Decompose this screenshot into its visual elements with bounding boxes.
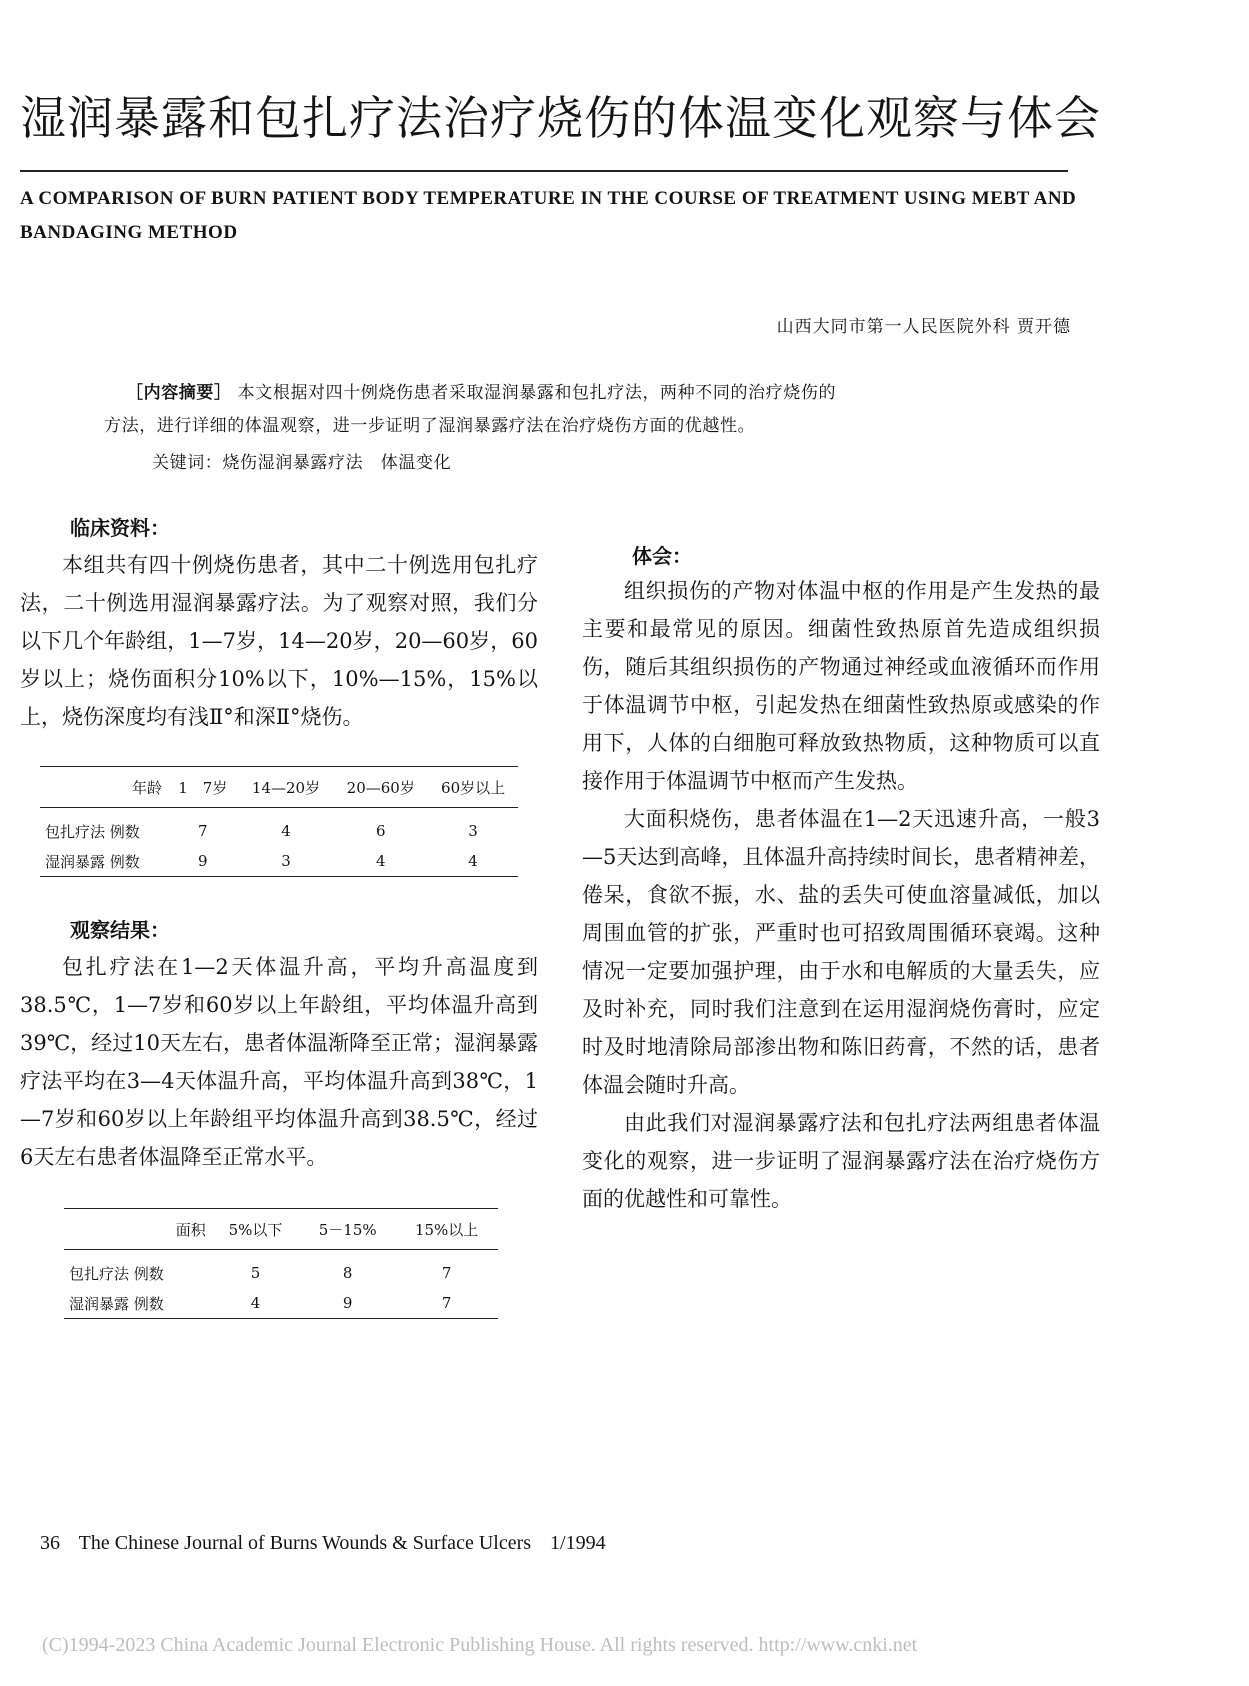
table-row (40, 808, 518, 847)
burn-area-table (64, 1208, 498, 1319)
table-header-cell: 1 7岁 (178, 778, 228, 797)
table-cell: 7 (441, 1294, 452, 1312)
table-cell: 3 (281, 852, 291, 870)
table-row (64, 1288, 498, 1319)
table-cell: 湿润暴露 例数 (69, 1294, 164, 1313)
table-header-cell: 15%以上 (414, 1220, 479, 1239)
experience-paragraph: 组织损伤的产物对体温中枢的作用是产生发热的最主要和最常见的原因。细菌性致热原首先造成组织损伤，随后其组织损伤的产物通过神经或血液循环而作用于体温调节中枢，引起发热在细菌性致热原或感染的作用下，人体的白细胞可释放致热物质，这种物质可以直接作用于体温调节中枢而产生发热。 (582, 579, 1100, 793)
abstract-line-1 (126, 378, 836, 403)
page-number: 36 (40, 1532, 60, 1554)
experience-paragraph: 由此我们对湿润暴露疗法和包扎疗法两组患者体温变化的观察，进一步证明了湿润暴露疗法在治疗烧伤方面的优越性和可靠性。 (582, 1111, 1100, 1211)
table-cell: 6 (376, 822, 386, 840)
table-cell: 包扎疗法 例数 (45, 822, 140, 841)
table-row (40, 846, 518, 877)
article-title: 湿润暴露和包扎疗法治疗烧伤的体温变化观察与体会 (20, 91, 1101, 145)
english-title: A COMPARISON OF BURN PATIENT BODY TEMPERATURE IN THE COURSE OF TREATMENT USING MEBT AND BANDAGING METHOD (20, 188, 1077, 243)
results-heading: 观察结果： (70, 918, 170, 942)
table-header-row (40, 767, 518, 808)
table-cell: 5 (250, 1264, 261, 1282)
table-header-cell: 14—20岁 (251, 778, 321, 797)
keywords: 关键词：烧伤湿润暴露疗法 体温变化 (152, 453, 452, 473)
table-cell: 7 (198, 822, 208, 840)
table-cell: 3 (468, 822, 478, 840)
abstract-label: ［内容摘要］ (126, 383, 232, 403)
table-cell: 7 (441, 1264, 452, 1282)
author-affiliation: 山西大同市第一人民医院外科 贾开德 (776, 317, 1071, 337)
page-footer (40, 1532, 620, 1555)
table-header-cell: 5－15% (318, 1220, 377, 1239)
table-cell: 8 (342, 1264, 353, 1282)
results-section (20, 948, 538, 1176)
table-cell: 9 (198, 852, 208, 870)
title-divider (20, 170, 1068, 172)
results-paragraph: 包扎疗法在1—2天体温升高，平均升高温度到38.5℃，1—7岁和60岁以上年龄组，平均体温升高到39℃，经过10天左右，患者体温渐降至正常；湿润暴露疗法平均在3—4天体温升高，平均体温升高到38℃，1—7岁和60岁以上年龄组平均体温升高到38.5℃，经过6天左右患者体温降至正常水平。 (20, 955, 538, 1169)
experience-section (582, 572, 1100, 1218)
table-header-row (64, 1209, 498, 1250)
table-header-cell: 20—60岁 (346, 778, 415, 797)
table-cell: 4 (281, 822, 291, 840)
experience-heading: 体会： (632, 544, 692, 568)
table-header-cell: 面积 (175, 1220, 206, 1239)
table-cell: 4 (250, 1294, 261, 1312)
table-cell: 4 (468, 852, 478, 870)
table-cell: 湿润暴露 例数 (45, 852, 140, 871)
clinical-section (20, 546, 538, 736)
age-group-table (40, 766, 518, 877)
table-cell: 4 (376, 852, 386, 870)
table-header-cell: 5%以下 (228, 1220, 283, 1239)
clinical-heading: 临床资料： (70, 516, 170, 540)
abstract-text-1: 本文根据对四十例烧伤患者采取湿润暴露和包扎疗法，两种不同的治疗烧伤的 (237, 383, 837, 403)
abstract-label-text: 内容摘要 (143, 383, 215, 403)
table-row (64, 1250, 498, 1289)
clinical-paragraph: 本组共有四十例烧伤患者，其中二十例选用包扎疗法，二十例选用湿润暴露疗法。为了观察对照，我们分以下几个年龄组，1—7岁，14—20岁，20—60岁，60岁以上；烧伤面积分10%以下，10%—15%，15%以上，烧伤深度均有浅Ⅱ°和深Ⅱ°烧伤。 (20, 553, 538, 729)
journal-name: The Chinese Journal of Burns Wounds & Surface Ulcers (78, 1532, 532, 1554)
table-cell: 包扎疗法 例数 (69, 1264, 164, 1283)
table-header-cell: 60岁以上 (441, 778, 506, 797)
experience-paragraph: 大面积烧伤，患者体温在1—2天迅速升高，一般3—5天达到高峰，且体温升高持续时间长，患者精神差，倦呆，食欲不振，水、盐的丢失可使血溶量减低，加以周围血管的扩张，严重时也可招致周围循环衰竭。这种情况一定要加强护理，由于水和电解质的大量丢失，应及时补充，同时我们注意到在运用湿润烧伤膏时，应定时及时地清除局部渗出物和陈旧药膏，不然的话，患者体温会随时升高。 (582, 807, 1100, 1097)
table-cell: 9 (342, 1294, 353, 1312)
abstract-line-2: 方法，进行详细的体温观察，进一步证明了湿润暴露疗法在治疗烧伤方面的优越性。 (104, 416, 756, 436)
copyright-watermark: (C)1994-2023 China Academic Journal Electronic Publishing House. All rights reserved. http://www.cnki.net (42, 1634, 918, 1656)
table-header-cell: 年龄 (131, 778, 162, 797)
issue-number: 1/1994 (550, 1532, 606, 1554)
